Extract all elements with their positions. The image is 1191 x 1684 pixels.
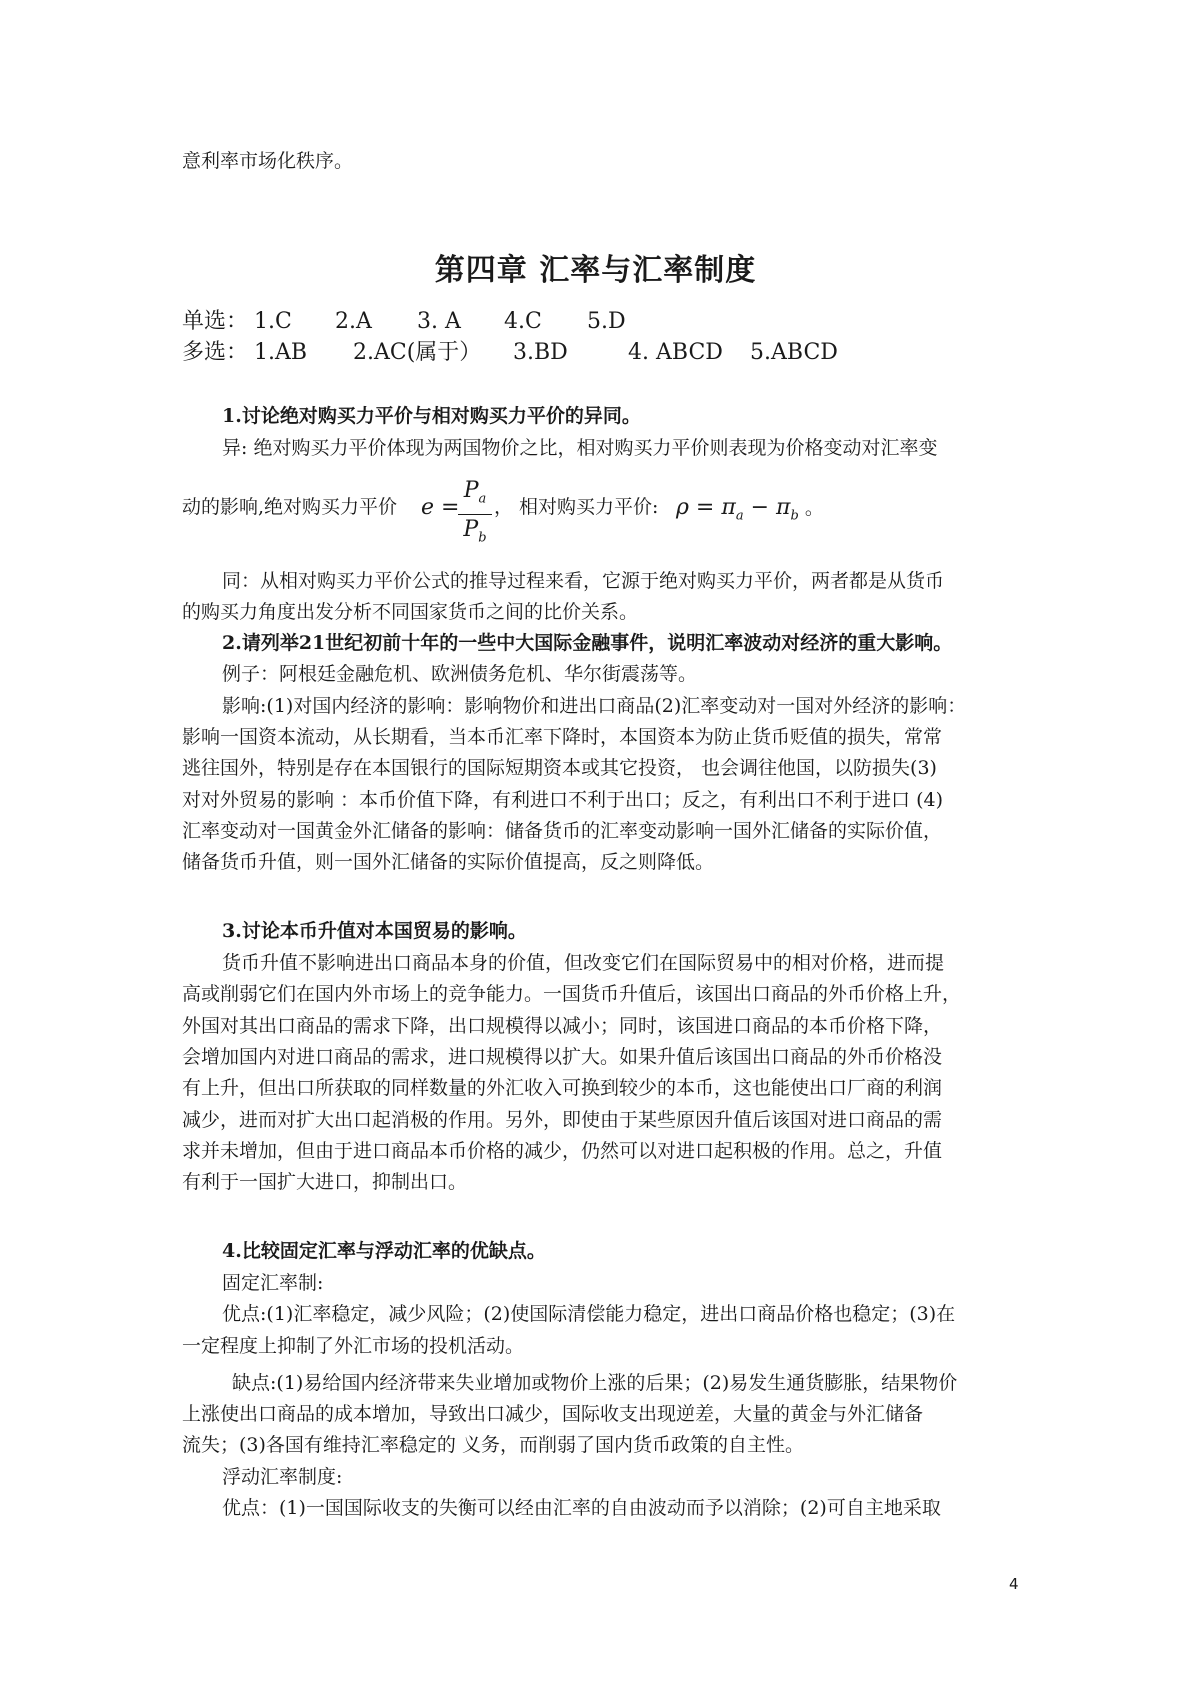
- q2-line: 例子：阿根廷金融危机、欧洲债务危机、华尔街震荡等。: [222, 663, 698, 685]
- single-choice-answer-3: 3. A: [417, 309, 461, 334]
- abs-ppp-denominator: P: [463, 517, 479, 543]
- rel-ppp-pi-a-sub: a: [735, 508, 744, 524]
- q3-line: 外国对其出口商品的需求下降，出口规模得以减小；同时，该国进口商品的本币价格下降，: [182, 1015, 943, 1037]
- single-choice-label: 单选：: [182, 309, 249, 334]
- q2-line: 逃往国外，特别是存在本国银行的国际短期资本或其它投资， 也会调往他国，以防损失(3): [182, 757, 937, 779]
- multi-choice-row: [182, 338, 1002, 368]
- rel-ppp-rho: ρ: [676, 495, 689, 520]
- rel-ppp-equals: =: [688, 495, 722, 520]
- q2-line: 储备货币升值，则一国外汇储备的实际价值提高，反之则降低。: [182, 851, 715, 873]
- multi-choice-answer-2: 2.AC(属于）: [353, 340, 482, 365]
- q1-same-line1: 同：从相对购买力平价公式的推导过程来看，它源于绝对购买力平价，两者都是从货币: [222, 570, 945, 592]
- multi-choice-label: 多选：: [182, 340, 249, 365]
- q2-line: 对对外贸易的影响 ：本币价值下降，有利进口不利于出口；反之，有利出口不利于进口 (4): [182, 789, 943, 811]
- single-choice-answer-5: 5.D: [587, 309, 626, 334]
- abs-ppp-equals: =: [434, 495, 460, 520]
- single-choice-answer-2: 2.A: [335, 309, 372, 334]
- q4-float-pros-1: 优点：(1)一国国际收支的失衡可以经由汇率的自由波动而予以消除；(2)可自主地采取: [222, 1497, 941, 1519]
- page-number: 4: [1009, 1575, 1019, 1593]
- q4-heading: 4.比较固定汇率与浮动汇率的优缺点。: [222, 1240, 546, 1262]
- chapter-title: 第四章 汇率与汇率制度: [434, 253, 757, 288]
- multi-choice-answer-4: 4. ABCD: [628, 340, 723, 365]
- q3-line: 高或削弱它们在国内外市场上的竞争能力。一国货币升值后，该国出口商品的外币价格上升，: [182, 983, 962, 1005]
- q2-line: 汇率变动对一国黄金外汇储备的影响：储备货币的汇率变动影响一国外汇储备的实际价值，: [182, 820, 943, 842]
- rel-ppp-pi-b: π: [776, 495, 791, 520]
- single-choice-row: [182, 307, 982, 337]
- rel-ppp-pi-b-sub: b: [790, 508, 799, 524]
- abs-ppp-denominator-sub: b: [478, 530, 487, 546]
- q4-float-label: 浮动汇率制度:: [222, 1466, 343, 1488]
- abs-ppp-numerator: P: [463, 478, 479, 503]
- q3-line: 减少，进而对扩大出口起消极的作用。另外，即使由于某些原因升值后该国对进口商品的需: [182, 1109, 943, 1131]
- single-choice-answer-4: 4.C: [504, 309, 542, 334]
- rel-ppp-minus: −: [743, 495, 777, 520]
- q4-fixed-pros-1: 优点:(1)汇率稳定，减少风险；(2)使国际清偿能力稳定，进出口商品价格也稳定；(3)在: [222, 1303, 956, 1325]
- q1-heading: 1.讨论绝对购买力平价与相对购买力平价的异同。: [222, 405, 641, 427]
- rel-ppp-end: 。: [798, 497, 824, 519]
- q1-diff-line1: 异: 绝对购买力平价体现为两国物价之比，相对购买力平价则表现为价格变动对汇率变: [222, 437, 938, 459]
- q1-mid-text: ， 相对购买力平价:: [494, 496, 659, 518]
- q3-line: 有上升，但出口所获取的同样数量的外汇收入可换到较少的本币，这也能使出口厂商的利润: [182, 1077, 943, 1099]
- fraction-bar: [458, 514, 492, 515]
- q3-line: 会增加国内对进口商品的需求，进口规模得以扩大。如果升值后该国出口商品的外币价格没: [182, 1046, 943, 1068]
- q1-diff-formula-prefix: 动的影响,绝对购买力平价: [182, 496, 398, 518]
- multi-choice-answer-3: 3.BD: [513, 340, 568, 365]
- q3-line: 求并未增加，但由于进口商品本币价格的减少，仍然可以对进口起积极的作用。总之，升值: [182, 1140, 943, 1162]
- abs-ppp-lhs: [421, 492, 459, 523]
- abs-ppp-e: e: [421, 495, 435, 520]
- multi-choice-answer-1: 1.AB: [254, 340, 308, 365]
- rel-ppp-formula: [676, 492, 824, 531]
- q2-line: 影响一国资本流动，从长期看，当本币汇率下降时，本国资本为防止货币贬值的损失，常常: [182, 726, 943, 748]
- q3-line: 货币升值不影响进出口商品本身的价值，但改变它们在国际贸易中的相对价格，进而提: [222, 952, 945, 974]
- intro-line: 意利率市场化秩序。: [182, 150, 354, 172]
- q4-fixed-pros-2: 一定程度上抑制了外汇市场的投机活动。: [182, 1335, 525, 1357]
- q4-fixed-cons-3: 流失；(3)各国有维持汇率稳定的 义务，而削弱了国内货币政策的自主性。: [182, 1434, 804, 1456]
- q1-same-line2: 的购买力角度出发分析不同国家货币之间的比价关系。: [182, 601, 639, 623]
- multi-choice-answer-5: 5.ABCD: [750, 340, 838, 365]
- q4-fixed-cons-2: 上涨使出口商品的成本增加，导致出口减少，国际收支出现逆差，大量的黄金与外汇储备: [182, 1403, 924, 1425]
- q3-heading: 3.讨论本币升值对本国贸易的影响。: [222, 920, 527, 942]
- q4-fixed-label: 固定汇率制:: [222, 1272, 324, 1294]
- q2-line: 影响:(1)对国内经济的影响：影响物价和进出口商品(2)汇率变动对一国对外经济的影响：: [222, 695, 967, 717]
- single-choice-answer-1: 1.C: [254, 309, 292, 334]
- abs-ppp-fraction: [458, 478, 492, 552]
- abs-ppp-numerator-sub: a: [478, 491, 487, 507]
- q4-fixed-cons-1: 缺点:(1)易给国内经济带来失业增加或物价上涨的后果；(2)易发生通货膨胀，结果物价: [232, 1372, 958, 1394]
- rel-ppp-pi-a: π: [721, 495, 736, 520]
- q3-line: 有利于一国扩大进口，抑制出口。: [182, 1171, 468, 1193]
- q2-heading: 2.请列举21世纪初前十年的一些中大国际金融事件，说明汇率波动对经济的重大影响。: [222, 632, 953, 654]
